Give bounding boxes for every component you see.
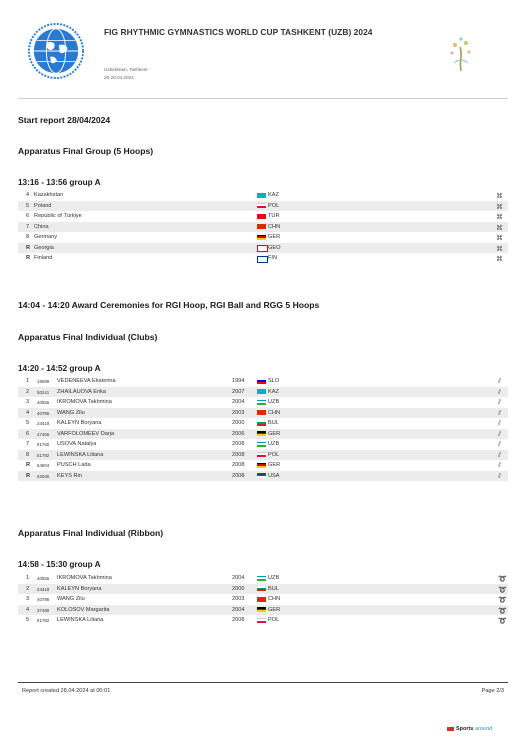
- noc-code: FIN: [268, 255, 278, 261]
- team-name: Finland: [34, 255, 53, 261]
- birth-year: 2000: [232, 585, 245, 592]
- start-order: 1: [26, 378, 30, 384]
- noc-code: GER: [268, 430, 281, 437]
- header-divider: [18, 98, 508, 99]
- birth-year: 2003: [232, 409, 245, 416]
- brand-mark-icon: [447, 727, 454, 731]
- clubs-icon: ⫽: [498, 420, 502, 427]
- start-order: R: [26, 255, 31, 261]
- noc-code: UZB: [268, 575, 280, 581]
- athlete-id: 47456: [37, 431, 50, 437]
- start-order: R: [26, 462, 31, 468]
- table-row: [18, 594, 508, 605]
- birth-year: 2003: [232, 596, 245, 602]
- ribbon-icon: ➰: [498, 607, 507, 615]
- flag-geo-icon: [257, 245, 268, 252]
- table-row: [18, 418, 508, 429]
- hoops-icon: ⌘: [496, 245, 503, 253]
- flag-kaz-icon: [257, 193, 266, 198]
- athlete-name: ZHAILAUOVA Erika: [57, 388, 107, 395]
- noc-code: POL: [268, 202, 280, 209]
- flag-tur-icon: [257, 214, 266, 219]
- athlete-id: 40786: [37, 410, 50, 416]
- flag-uzb-icon: [257, 400, 266, 405]
- hoops-icon: ⌘: [496, 256, 503, 263]
- noc-code: CHN: [268, 596, 281, 602]
- athlete-name: USOVA Natalya: [57, 441, 97, 447]
- clubs-icon: ⫽: [498, 451, 502, 459]
- table-row: [18, 615, 508, 626]
- flag-ger-icon: [257, 431, 266, 436]
- athlete-id: 40556: [37, 576, 50, 581]
- noc-code: KAZ: [268, 388, 279, 395]
- athlete-id: 51782: [37, 452, 50, 458]
- start-order: 2: [26, 388, 30, 395]
- start-order: 6: [26, 430, 30, 437]
- noc-code: BUL: [268, 420, 279, 426]
- brand-watermark: [447, 726, 494, 732]
- table-row: [18, 605, 508, 616]
- hoops-icon: ⌘: [496, 235, 503, 242]
- group-heading-hoops: 13:16 - 13:56 group A: [18, 178, 101, 187]
- clubs-icon: ⫽: [498, 441, 502, 448]
- athlete-name: KALEYN Boryana: [57, 585, 102, 592]
- flag-usa-icon: [257, 473, 266, 478]
- noc-code: POL: [268, 617, 280, 623]
- flag-chn-icon: [257, 597, 266, 602]
- birth-year: 2004: [232, 606, 245, 613]
- section-title-group-hoops: Apparatus Final Group (5 Hoops): [18, 146, 154, 156]
- flag-chn-icon: [257, 410, 266, 415]
- event-location-block: [104, 66, 148, 81]
- brand-accent: around.: [474, 726, 494, 732]
- athlete-name: KALEYN Boryana: [57, 420, 102, 426]
- birth-year: 2006: [232, 430, 245, 437]
- athlete-name: KEYS Rin: [57, 472, 82, 479]
- noc-code: UZB: [268, 399, 280, 405]
- start-order: 4: [26, 606, 30, 613]
- noc-code: POL: [268, 451, 280, 458]
- event-title: FIG RHYTHMIC GYMNASTICS WORLD CUP TASHKENT (UZB) 2024: [104, 27, 373, 37]
- start-order: 8: [26, 234, 30, 240]
- athlete-name: LEWINSKA Liliana: [57, 451, 104, 458]
- clubs-icon: ⫽: [498, 388, 502, 396]
- athlete-id: 51760: [37, 442, 50, 447]
- noc-code: TUR: [268, 213, 280, 219]
- birth-year: 2008: [232, 472, 245, 479]
- noc-code: GER: [268, 606, 281, 613]
- athlete-id: 50241: [37, 389, 50, 395]
- start-order: 3: [26, 399, 30, 405]
- start-order: 6: [26, 213, 30, 219]
- noc-code: CHN: [268, 223, 281, 230]
- clubs-icon: ⫽: [498, 378, 502, 385]
- birth-year: 1994: [232, 378, 245, 384]
- athlete-name: IKROMOVA Takhmina: [57, 575, 112, 581]
- award-ceremony-heading: 14:04 - 14:20 Award Ceremonies for RGI Hoop, RGI Ball and RGG 5 Hoops: [18, 300, 320, 310]
- athlete-name: WANG Zilu: [57, 409, 85, 416]
- table-row: [18, 243, 508, 254]
- table-row: [18, 376, 508, 387]
- clubs-start-list: [18, 376, 508, 481]
- birth-year: 2008: [232, 441, 245, 447]
- flag-uzb-icon: [257, 576, 266, 581]
- table-row: [18, 222, 508, 233]
- start-order: 5: [26, 420, 30, 426]
- table-row: [18, 573, 508, 584]
- table-row: [18, 439, 508, 450]
- ribbon-icon: ➰: [498, 618, 507, 625]
- flag-bul-icon: [257, 586, 266, 591]
- athlete-id: 40556: [37, 400, 50, 405]
- noc-code: KAZ: [268, 192, 279, 198]
- noc-code: GER: [268, 462, 281, 468]
- birth-year: 2008: [232, 617, 245, 623]
- birth-year: 2000: [232, 420, 245, 426]
- table-row: [18, 211, 508, 222]
- birth-year: 2007: [232, 388, 245, 395]
- event-location: Uzbekistan, Tashkent: [104, 67, 148, 72]
- birth-year: 2008: [232, 462, 245, 468]
- table-row: [18, 397, 508, 408]
- report-created: Report created 28.04.2024 at 00:01: [22, 688, 111, 694]
- flag-pol-icon: [257, 452, 266, 457]
- start-order: 2: [26, 585, 30, 592]
- brand-main: Sports: [456, 726, 474, 732]
- athlete-id: 54504: [37, 463, 50, 468]
- table-row: [18, 190, 508, 201]
- start-order: R: [26, 244, 31, 251]
- ribbon-icon: ➰: [498, 586, 507, 594]
- birth-year: 2004: [232, 399, 245, 405]
- start-order: 3: [26, 596, 30, 602]
- table-row: [18, 450, 508, 461]
- flag-pol-icon: [257, 203, 266, 208]
- start-order: 5: [26, 617, 30, 623]
- athlete-id: 40786: [37, 597, 50, 602]
- flag-kaz-icon: [257, 389, 266, 394]
- birth-year: 2004: [232, 575, 245, 581]
- hoops-icon: ⌘: [496, 224, 503, 232]
- start-order: 4: [26, 192, 30, 198]
- flag-slo-icon: [257, 379, 266, 384]
- clubs-icon: ⫽: [498, 430, 502, 438]
- hoops-icon: ⌘: [496, 193, 503, 200]
- page-number: Page 2/3: [481, 688, 504, 694]
- fig-logo-icon: [27, 22, 85, 80]
- clubs-icon: ⫽: [498, 472, 502, 480]
- table-row: [18, 460, 508, 471]
- athlete-name: PUSCH Lada: [57, 462, 91, 468]
- athlete-name: WANG Zilu: [57, 596, 85, 602]
- flag-uzb-icon: [257, 442, 266, 447]
- ribbon-start-list: [18, 573, 508, 626]
- flag-ger-icon: [257, 463, 266, 468]
- clubs-icon: ⫽: [498, 462, 502, 469]
- athlete-id: 51782: [37, 618, 50, 623]
- flag-ger-icon: [257, 607, 266, 612]
- athlete-name: VARFOLOMEEV Darja: [57, 430, 115, 437]
- table-row: [18, 387, 508, 398]
- athlete-id: 52046: [37, 473, 50, 479]
- flag-chn-icon: [257, 224, 266, 229]
- noc-code: UZB: [268, 441, 280, 447]
- section-title-individual-clubs: Apparatus Final Individual (Clubs): [18, 332, 158, 342]
- ribbon-icon: ➰: [498, 597, 507, 604]
- noc-code: GER: [268, 234, 281, 240]
- start-order: 1: [26, 575, 30, 581]
- start-order: 7: [26, 223, 30, 230]
- athlete-id: 37480: [37, 607, 50, 613]
- flag-ger-icon: [257, 235, 266, 240]
- table-row: [18, 584, 508, 595]
- noc-code: CHN: [268, 409, 281, 416]
- footer-divider: [18, 682, 508, 683]
- team-name: China: [34, 223, 49, 230]
- start-order: R: [26, 472, 31, 479]
- athlete-name: KOLOSOV Margarita: [57, 606, 110, 613]
- table-row: [18, 429, 508, 440]
- group-heading-clubs: 14:20 - 14:52 group A: [18, 364, 101, 373]
- team-name: Germany: [34, 234, 58, 240]
- event-emblem-icon: [444, 33, 478, 75]
- noc-code: USA: [268, 472, 280, 479]
- clubs-icon: ⫽: [498, 409, 502, 417]
- noc-code: SLO: [268, 378, 280, 384]
- athlete-id: 18089: [37, 379, 50, 384]
- athlete-name: IKROMOVA Takhmina: [57, 399, 112, 405]
- ribbon-icon: ➰: [498, 576, 507, 583]
- athlete-name: LEWINSKA Liliana: [57, 617, 104, 623]
- athlete-name: VEDENEEVA Ekaterina: [57, 378, 116, 384]
- table-row: [18, 201, 508, 212]
- section-title-individual-ribbon: Apparatus Final Individual (Ribbon): [18, 528, 164, 538]
- team-name: Poland: [34, 202, 52, 209]
- start-order: 8: [26, 451, 30, 458]
- birth-year: 2008: [232, 451, 245, 458]
- table-row: [18, 232, 508, 243]
- group-heading-ribbon: 14:58 - 15:30 group A: [18, 560, 101, 569]
- noc-code: GEO: [268, 244, 281, 251]
- flag-pol-icon: [257, 618, 266, 623]
- start-order: 7: [26, 441, 30, 447]
- flag-fin-icon: [257, 256, 268, 263]
- table-row: [18, 471, 508, 482]
- event-dates: 26-28.04.2024: [104, 74, 134, 80]
- clubs-icon: ⫽: [498, 399, 502, 406]
- flag-bul-icon: [257, 421, 266, 426]
- athlete-id: 24418: [37, 586, 50, 592]
- team-name: Kazakhstan: [34, 192, 64, 198]
- table-row: [18, 253, 508, 264]
- hoops-icon: ⌘: [496, 214, 503, 221]
- start-order: 4: [26, 409, 30, 416]
- team-name: Republic of Türkiye: [34, 213, 82, 219]
- table-row: [18, 408, 508, 419]
- report-title: Start report 28/04/2024: [18, 115, 111, 125]
- noc-code: BUL: [268, 585, 279, 592]
- team-start-list: [18, 190, 508, 264]
- hoops-icon: ⌘: [496, 203, 503, 211]
- athlete-id: 24418: [37, 421, 50, 426]
- team-name: Georgia: [34, 244, 54, 251]
- start-order: 5: [26, 202, 30, 209]
